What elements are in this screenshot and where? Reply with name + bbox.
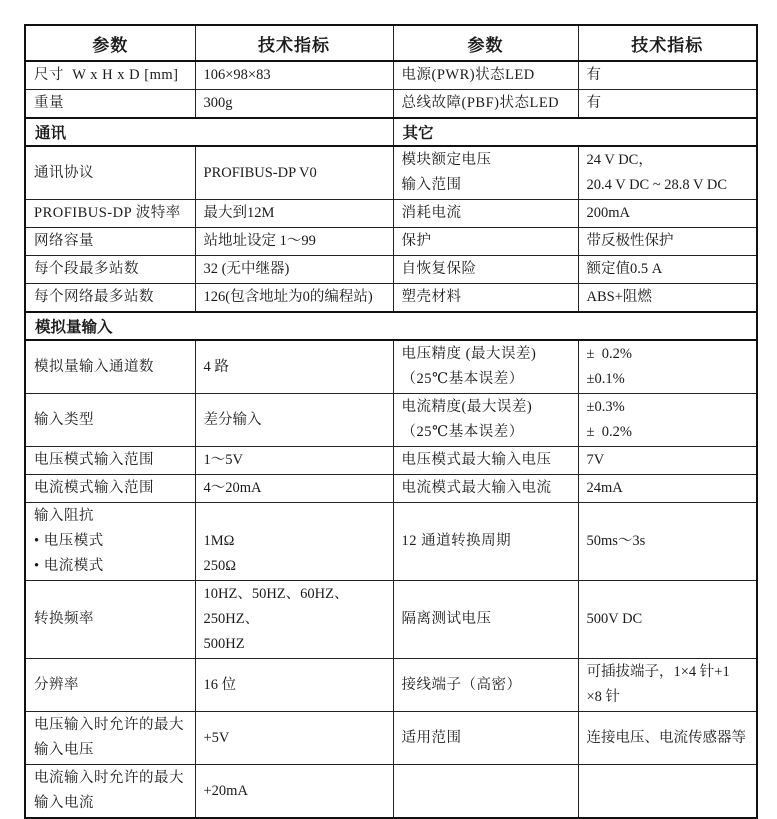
cell-line: PROFIBUS-DP 波特率 bbox=[34, 205, 181, 221]
cell-line: 隔离测试电压 bbox=[401, 611, 492, 627]
table-row bbox=[25, 581, 757, 659]
spec-table bbox=[24, 24, 758, 819]
cell-line: 转换频率 bbox=[34, 611, 94, 627]
cell-line: 16 位 bbox=[203, 676, 237, 693]
header-row bbox=[25, 25, 757, 61]
value-cell bbox=[578, 447, 757, 475]
param-cell bbox=[25, 447, 195, 475]
value-cell bbox=[578, 394, 757, 447]
cell-line: 塑壳材料 bbox=[401, 289, 462, 305]
cell-line: 106×98×83 bbox=[203, 67, 271, 83]
cell-line: 电流输入时允许的最大 bbox=[34, 770, 184, 786]
param-cell bbox=[393, 712, 578, 765]
param-cell bbox=[393, 284, 578, 313]
cell-line bbox=[204, 504, 385, 529]
cell-line: 可插拔端子，1×4 针+1 bbox=[586, 664, 730, 680]
cell-line: +20mA bbox=[203, 782, 248, 799]
param-cell bbox=[25, 475, 195, 503]
param-cell bbox=[393, 765, 578, 819]
param-cell bbox=[25, 503, 195, 581]
cell-line: 尺寸 W x H x D [mm] bbox=[34, 67, 179, 83]
value-cell bbox=[195, 146, 393, 200]
cell-line: • 电流模式 bbox=[34, 558, 104, 574]
param-cell bbox=[393, 200, 578, 228]
cell-line: 12 通道转换周期 bbox=[401, 533, 512, 549]
value-cell bbox=[578, 765, 757, 819]
value-cell bbox=[195, 475, 393, 503]
cell-line: 32 (无中继器) bbox=[203, 261, 290, 277]
param-cell bbox=[25, 228, 195, 256]
value-cell bbox=[195, 503, 393, 581]
cell-line: 最大到12M bbox=[203, 205, 275, 221]
table-row bbox=[25, 447, 757, 475]
table-row bbox=[25, 765, 757, 819]
cell-line: 250Ω bbox=[203, 558, 237, 574]
cell-line: 输入电压 bbox=[34, 742, 94, 758]
param-cell bbox=[25, 659, 195, 712]
value-cell bbox=[578, 340, 757, 394]
param-cell bbox=[393, 340, 578, 394]
cell-line: 电流模式最大输入电流 bbox=[401, 480, 552, 496]
cell-line: 输入范围 bbox=[401, 177, 462, 193]
cell-line: 1～5V bbox=[203, 452, 243, 468]
value-cell bbox=[578, 503, 757, 581]
param-cell bbox=[393, 659, 578, 712]
param-cell bbox=[393, 146, 578, 200]
table-row bbox=[25, 90, 757, 119]
param-cell bbox=[393, 228, 578, 256]
param-cell bbox=[25, 61, 195, 90]
value-cell bbox=[195, 340, 393, 394]
cell-line: 适用范围 bbox=[401, 729, 462, 746]
table-row bbox=[25, 475, 757, 503]
cell-line: 7V bbox=[586, 452, 605, 468]
cell-line: 电流精度(最大误差) bbox=[401, 399, 533, 415]
table-row bbox=[25, 340, 757, 394]
cell-line: +5V bbox=[203, 729, 230, 746]
spec-table-header bbox=[25, 25, 757, 61]
table-row bbox=[25, 284, 757, 313]
cell-line: 电压输入时允许的最大 bbox=[34, 717, 184, 733]
cell-line: ± 0.2% bbox=[586, 346, 632, 362]
value-cell bbox=[195, 256, 393, 284]
table-row bbox=[25, 312, 757, 340]
cell-line: 重量 bbox=[34, 95, 64, 111]
value-cell bbox=[578, 90, 757, 119]
cell-line: 500HZ bbox=[203, 636, 245, 652]
cell-line: 24 V DC， bbox=[586, 152, 653, 168]
cell-line: 连接电压、电流传感器等 bbox=[586, 729, 746, 746]
cell-line: 额定值0.5 A bbox=[586, 261, 663, 277]
cell-line: 有 bbox=[586, 67, 601, 83]
cell-line bbox=[402, 779, 570, 804]
param-cell bbox=[25, 284, 195, 313]
cell-line: PROFIBUS-DP V0 bbox=[203, 164, 317, 181]
cell-line: 分辨率 bbox=[34, 676, 79, 693]
section-header-right: 其它 bbox=[393, 118, 757, 146]
table-row bbox=[25, 503, 757, 581]
cell-line: • 电压模式 bbox=[34, 533, 104, 549]
cell-line: 有 bbox=[586, 95, 601, 111]
table-row bbox=[25, 118, 757, 146]
cell-line: 输入类型 bbox=[34, 411, 94, 428]
cell-line: 自恢复保险 bbox=[401, 261, 477, 277]
column-header-param-left: 参数 bbox=[25, 25, 195, 61]
column-header-spec-right: 技术指标 bbox=[578, 25, 757, 61]
spec-table-body bbox=[25, 61, 757, 818]
cell-line: 网络容量 bbox=[34, 233, 94, 249]
value-cell bbox=[195, 447, 393, 475]
cell-line: ±0.1% bbox=[586, 371, 625, 387]
value-cell bbox=[578, 712, 757, 765]
cell-line: 300g bbox=[203, 95, 233, 111]
value-cell bbox=[578, 659, 757, 712]
value-cell bbox=[578, 284, 757, 313]
table-row bbox=[25, 712, 757, 765]
cell-line: 站地址设定 1～99 bbox=[203, 233, 316, 249]
cell-line: 1MΩ bbox=[203, 533, 235, 549]
value-cell bbox=[578, 228, 757, 256]
cell-line: （25℃基本误差） bbox=[401, 424, 524, 440]
value-cell bbox=[195, 712, 393, 765]
cell-line: 4～20mA bbox=[203, 480, 262, 496]
value-cell bbox=[195, 765, 393, 819]
cell-line: 126(包含地址为0的编程站) bbox=[203, 289, 373, 305]
cell-line: 消耗电流 bbox=[401, 205, 462, 221]
cell-line: 50ms～3s bbox=[586, 533, 646, 549]
value-cell bbox=[195, 659, 393, 712]
value-cell bbox=[578, 61, 757, 90]
param-cell bbox=[393, 61, 578, 90]
param-cell bbox=[25, 581, 195, 659]
column-header-spec-left: 技术指标 bbox=[195, 25, 393, 61]
cell-line: 200mA bbox=[586, 205, 630, 221]
value-cell bbox=[578, 200, 757, 228]
cell-line: 电源(PWR)状态LED bbox=[401, 67, 535, 83]
cell-line: 模块额定电压 bbox=[401, 152, 492, 168]
cell-line: 通讯协议 bbox=[34, 164, 94, 181]
value-cell bbox=[578, 581, 757, 659]
column-header-param-right: 参数 bbox=[393, 25, 578, 61]
param-cell bbox=[393, 256, 578, 284]
cell-line: ±0.3% bbox=[586, 399, 625, 415]
table-row bbox=[25, 659, 757, 712]
cell-line bbox=[587, 779, 749, 804]
param-cell bbox=[25, 765, 195, 819]
cell-line: 总线故障(PBF)状态LED bbox=[401, 95, 560, 111]
value-cell bbox=[195, 284, 393, 313]
cell-line: ± 0.2% bbox=[586, 424, 632, 440]
cell-line: 每个网络最多站数 bbox=[34, 289, 154, 305]
document-page bbox=[24, 24, 756, 819]
value-cell bbox=[195, 61, 393, 90]
param-cell bbox=[25, 146, 195, 200]
param-cell bbox=[25, 90, 195, 119]
value-cell bbox=[578, 475, 757, 503]
table-row bbox=[25, 256, 757, 284]
table-row bbox=[25, 61, 757, 90]
section-header-full: 模拟量输入 bbox=[25, 312, 757, 340]
table-row bbox=[25, 200, 757, 228]
param-cell bbox=[393, 503, 578, 581]
value-cell bbox=[195, 200, 393, 228]
cell-line: 输入阻抗 bbox=[34, 508, 94, 524]
param-cell bbox=[25, 200, 195, 228]
cell-line: 电压模式最大输入电压 bbox=[401, 452, 552, 468]
cell-line: 10HZ、50HZ、60HZ、250HZ、 bbox=[203, 586, 349, 627]
cell-line: （25℃基本误差） bbox=[401, 371, 524, 387]
table-row bbox=[25, 228, 757, 256]
param-cell bbox=[25, 394, 195, 447]
value-cell bbox=[195, 228, 393, 256]
table-row bbox=[25, 146, 757, 200]
cell-line: 模拟量输入通道数 bbox=[34, 358, 154, 375]
table-row bbox=[25, 394, 757, 447]
value-cell bbox=[578, 146, 757, 200]
section-header-left: 通讯 bbox=[25, 118, 393, 146]
param-cell bbox=[393, 475, 578, 503]
cell-line: 接线端子（高密） bbox=[401, 676, 522, 693]
cell-line: 每个段最多站数 bbox=[34, 261, 139, 277]
cell-line: ABS+阻燃 bbox=[586, 289, 652, 305]
param-cell bbox=[25, 340, 195, 394]
value-cell bbox=[578, 256, 757, 284]
cell-line: 电压模式输入范围 bbox=[34, 452, 154, 468]
cell-line: 20.4 V DC ~ 28.8 V DC bbox=[586, 177, 728, 193]
param-cell bbox=[393, 90, 578, 119]
cell-line: 差分输入 bbox=[203, 411, 262, 428]
cell-line: 电流模式输入范围 bbox=[34, 480, 154, 496]
param-cell bbox=[393, 394, 578, 447]
param-cell bbox=[25, 712, 195, 765]
value-cell bbox=[195, 581, 393, 659]
cell-line: 4 路 bbox=[203, 358, 229, 375]
value-cell bbox=[195, 90, 393, 119]
cell-line: ×8 针 bbox=[586, 689, 621, 705]
cell-line: 输入电流 bbox=[34, 795, 94, 811]
cell-line: 保护 bbox=[401, 233, 432, 249]
value-cell bbox=[195, 394, 393, 447]
cell-line: 电压精度 (最大误差) bbox=[401, 346, 537, 362]
param-cell bbox=[25, 256, 195, 284]
param-cell bbox=[393, 581, 578, 659]
cell-line: 带反极性保护 bbox=[586, 233, 674, 249]
cell-line: 24mA bbox=[586, 480, 623, 496]
cell-line: 500V DC bbox=[586, 611, 643, 627]
param-cell bbox=[393, 447, 578, 475]
